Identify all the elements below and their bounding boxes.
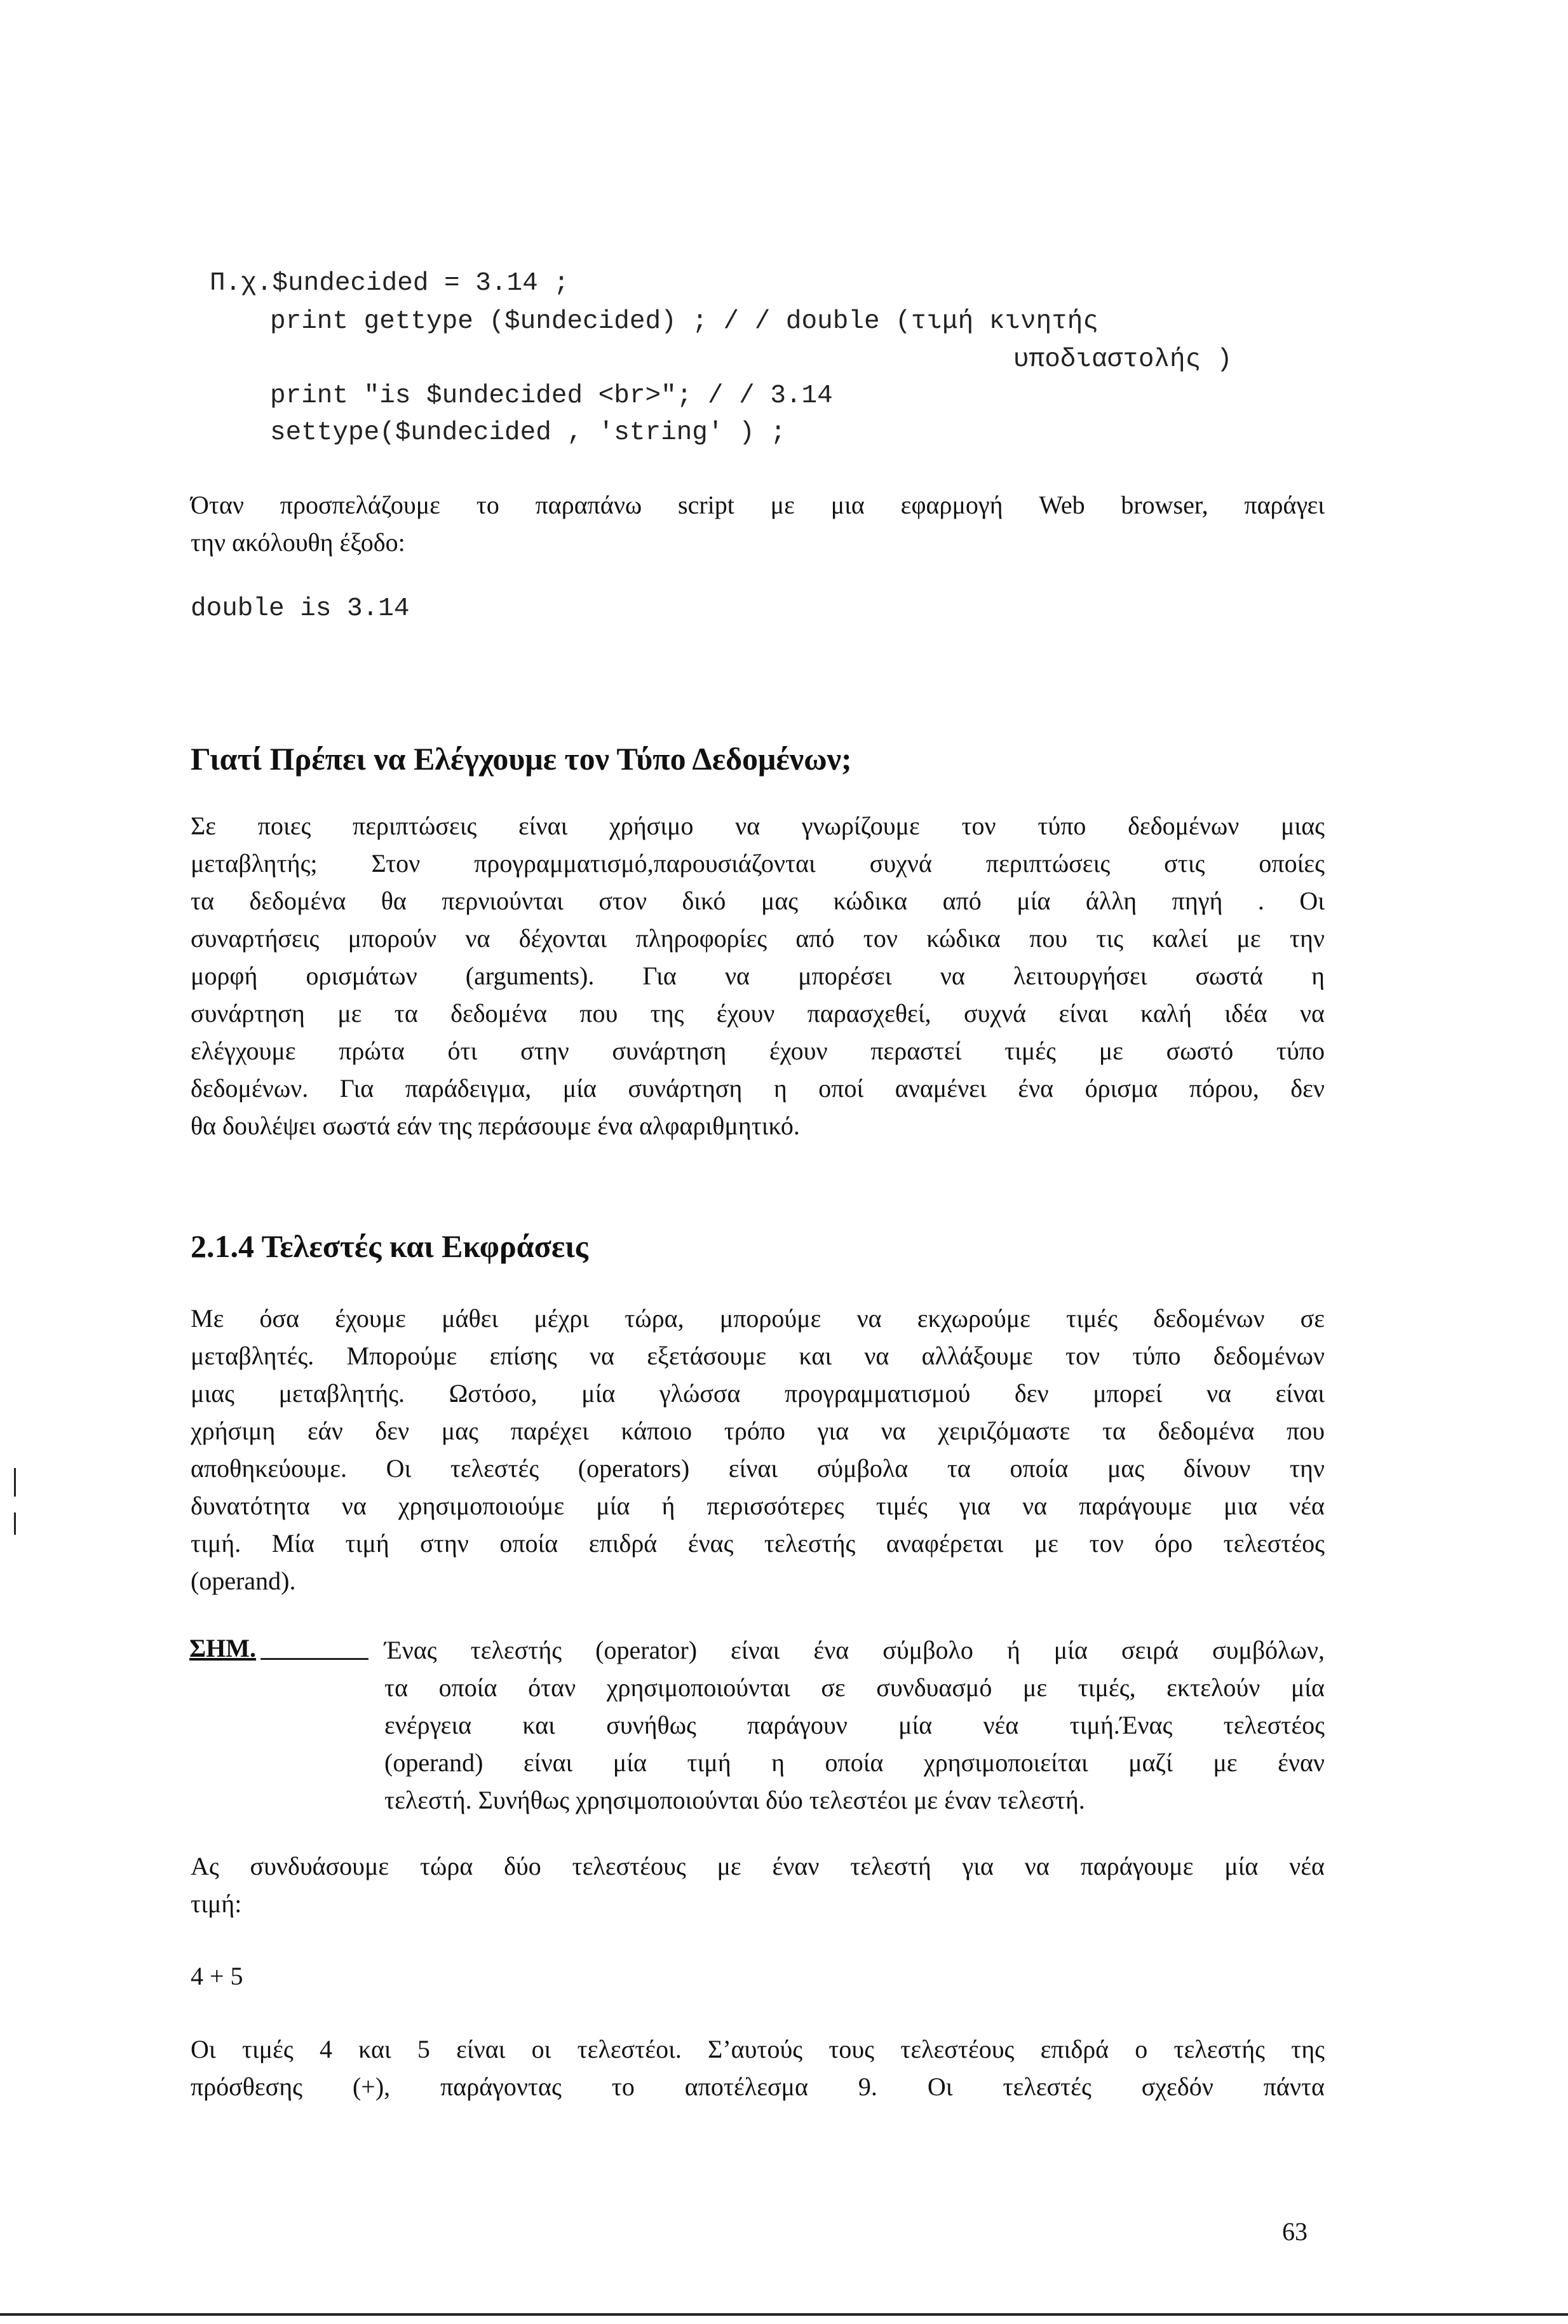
note-underline	[260, 1658, 368, 1660]
section2-line: μιας μεταβλητής. Ωστόσο, μία γλώσσα προγραμματισμού δεν μπορεί να είναι	[191, 1379, 1325, 1408]
section1-line: δεδομένων. Για παράδειγμα, μία συνάρτηση η οποί αναμένει ένα όρισμα πόρου, δεν	[191, 1074, 1325, 1103]
note-line: Ένας τελεστής (operator) είναι ένα σύμβολο ή μία σειρά συμβόλων,	[384, 1636, 1325, 1664]
section2-line: μεταβλητές. Μπορούμε επίσης να εξετάσουμε και να αλλάξουμε τον τύπο δεδομένων	[191, 1342, 1325, 1370]
section1-line: θα δουλέψει σωστά εάν της περάσουμε ένα αλφαριθμητικό.	[191, 1111, 800, 1140]
combine-line: τιμή:	[191, 1889, 242, 1918]
section-heading-data-types: Γιατί Πρέπει να Ελέγχουμε τον Τύπο Δεδομένων;	[191, 741, 852, 777]
note-line: τα οποία όταν χρησιμοποιούνται σε συνδυασμό με τιμές, εκτελούν μία	[384, 1673, 1325, 1702]
section-heading-operators: 2.1.4 Τελεστές και Εκφράσεις	[191, 1228, 588, 1264]
section1-paragraph	[191, 807, 1325, 1145]
section2-line: (operand).	[191, 1566, 296, 1595]
page-number: 63	[1282, 2217, 1308, 2246]
section2-line: τιμή. Μία τιμή στην οποία επιδρά ένας τελεστής αναφέρεται με τον όρο τελεστέος	[191, 1529, 1325, 1558]
scan-edge-mark	[14, 1512, 16, 1535]
combine-line: Ας συνδυάσουμε τώρα δύο τελεστέους με έναν τελεστή για να παράγουμε μία νέα	[191, 1852, 1325, 1880]
code-line-5: settype($undecided , 'string' ) ;	[270, 418, 786, 447]
note-label: ΣΗΜ.	[189, 1634, 257, 1662]
scan-edge-mark	[14, 1468, 16, 1497]
section1-line: τα δεδομένα θα περνιούνται στον δικό μας κώδικα από μία άλλη πηγή . Οι	[191, 887, 1325, 915]
section2-line: χρήσιμη εάν δεν μας παρέχει κάποιο τρόπο για να χειριζόμαστε τα δεδομένα που	[191, 1417, 1325, 1445]
note-paragraph	[384, 1631, 1325, 1819]
intro-line-1: Όταν προσπελάζουμε το παραπάνω script με μια εφαρμογή Web browser, παράγει	[191, 491, 1325, 519]
closing-paragraph	[191, 2030, 1325, 2105]
note-line: τελεστή. Συνήθως χρησιμοποιούνται δύο τελεστέοι με έναν τελεστή.	[384, 1786, 1085, 1814]
section2-line: δυνατότητα να χρησιμοποιούμε μία ή περισσότερες τιμές για να παράγουμε μια νέα	[191, 1492, 1325, 1520]
expression-example: 4 + 5	[191, 1962, 243, 1990]
code-line-2: print gettype ($undecided) ; / / double (τιμή κινητής	[270, 307, 1099, 336]
section1-line: συνάρτηση με τα δεδομένα που της έχουν παρασχεθεί, συχνά είναι καλή ιδέα να	[191, 999, 1325, 1028]
section1-line: ελέγχουμε πρώτα ότι στην συνάρτηση έχουν περαστεί τιμές με σωστό τύπο	[191, 1036, 1325, 1065]
note-line: ενέργεια και συνήθως παράγουν μία νέα τιμή.Ένας τελεστέος	[384, 1711, 1325, 1739]
scan-bottom-edge	[0, 2313, 1568, 2316]
section1-line: μεταβλητής; Στον προγραμματισμό,παρουσιάζονται συχνά περιπτώσεις στις οποίες	[191, 849, 1325, 878]
code-line-3: υποδιαστολής )	[1013, 345, 1233, 374]
note-line: (operand) είναι μία τιμή η οποία χρησιμοποιείται μαζί με έναν	[384, 1748, 1325, 1777]
closing-line: πρόσθεσης (+), παράγοντας το αποτέλεσμα 9. Οι τελεστές σχεδόν πάντα	[191, 2072, 1325, 2101]
code-line-1: Π.χ.$undecided = 3.14 ;	[210, 269, 569, 298]
section1-line: Σε ποιες περιπτώσεις είναι χρήσιμο να γνωρίζουμε τον τύπο δεδομένων μιας	[191, 812, 1325, 840]
intro-paragraph	[191, 486, 1325, 561]
section2-paragraph	[191, 1300, 1325, 1600]
code-line-4: print "is $undecided <br>"; / / 3.14	[270, 381, 833, 411]
section2-line: αποθηκεύουμε. Οι τελεστές (operators) είναι σύμβολα τα οποία μας δίνουν την	[191, 1454, 1325, 1483]
section1-line: συναρτήσεις μπορούν να δέχονται πληροφορίες από τον κώδικα που τις καλεί με την	[191, 924, 1325, 953]
combine-paragraph	[191, 1847, 1325, 1922]
closing-line: Οι τιμές 4 και 5 είναι οι τελεστέοι. Σ’αυτούς τους τελεστέους επιδρά ο τελεστής της	[191, 2035, 1325, 2063]
intro-line-2: την ακόλουθη έξοδο:	[191, 528, 405, 557]
output-example: double is 3.14	[191, 594, 410, 623]
section2-line: Με όσα έχουμε μάθει μέχρι τώρα, μπορούμε να εκχωρούμε τιμές δεδομένων σε	[191, 1304, 1325, 1333]
section1-line: μορφή ορισμάτων (arguments). Για να μπορέσει να λειτουργήσει σωστά η	[191, 962, 1325, 990]
